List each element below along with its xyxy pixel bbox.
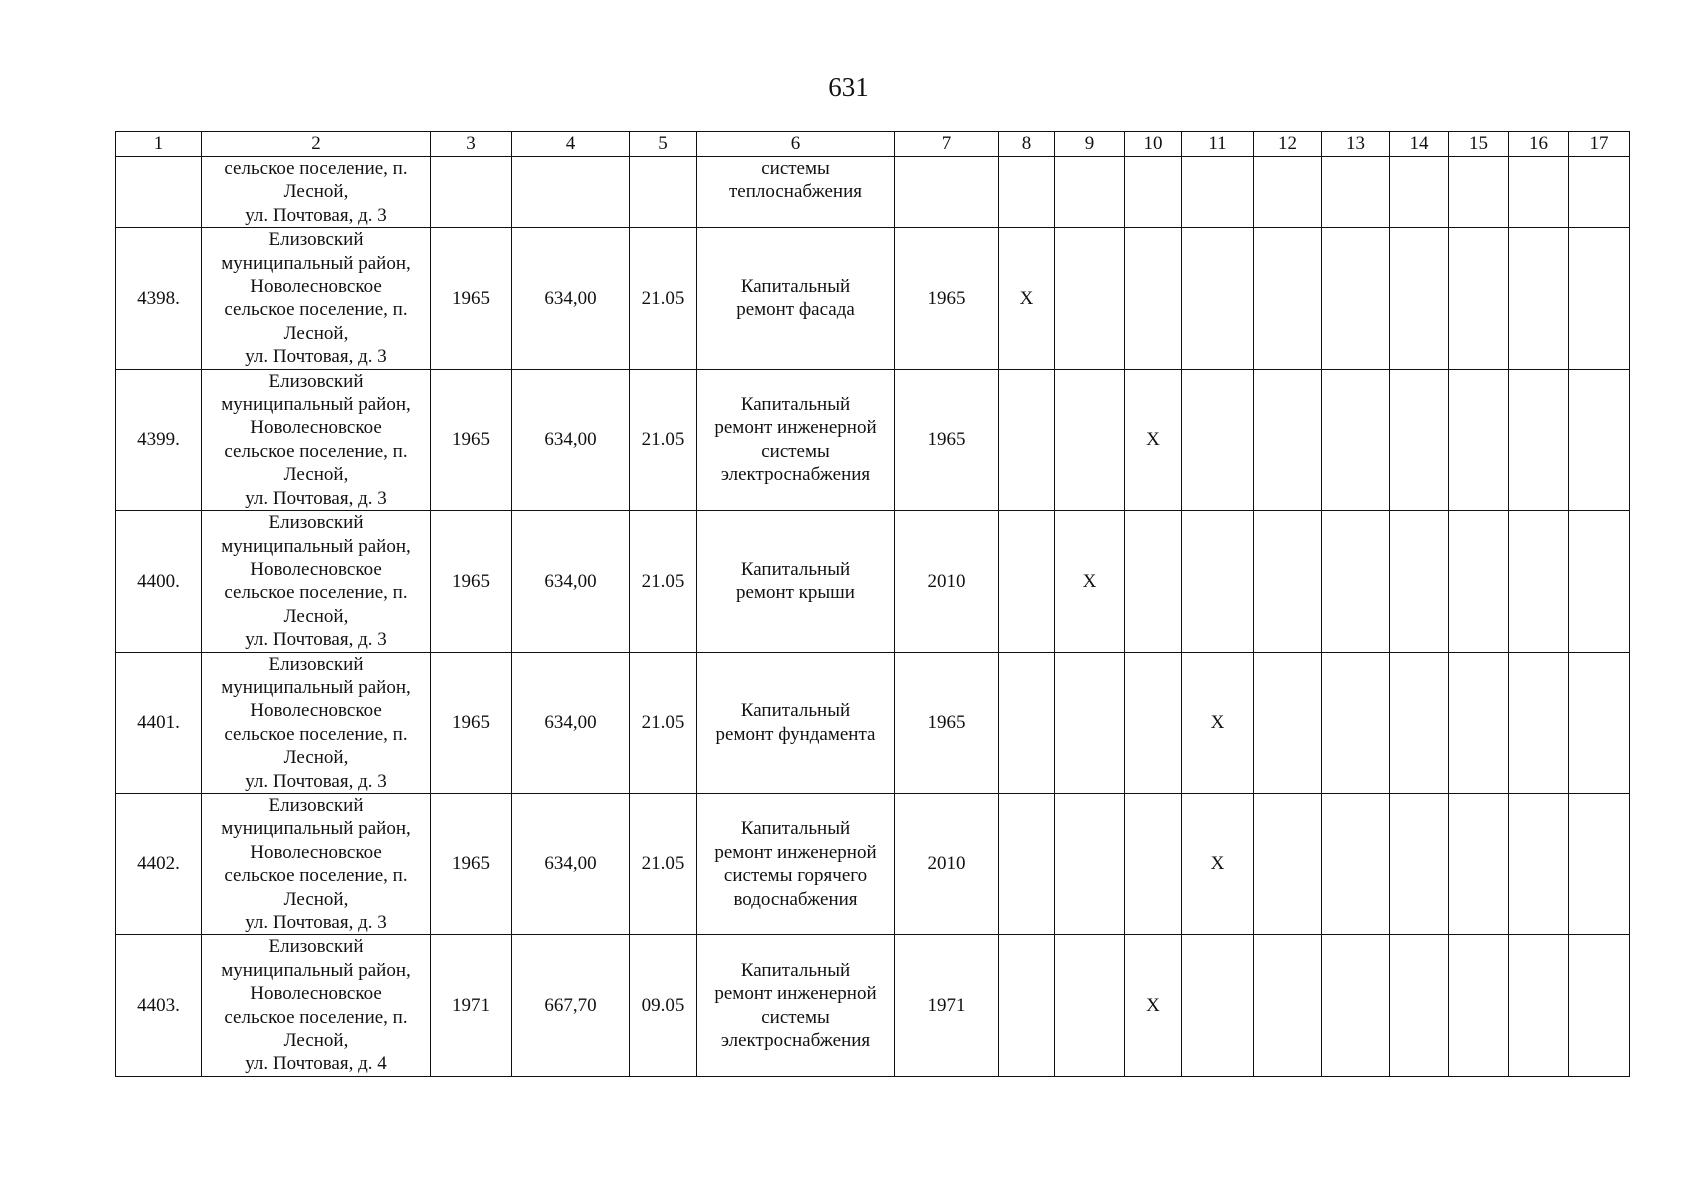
cell-work-type: Капитальный ремонт инженерной системы горячего водоснабжения [697,793,895,934]
cell-mark-col-8 [999,793,1055,934]
cell-year-built: 1965 [431,652,512,793]
table-body [116,157,1630,1077]
cell-mark-col-10 [1125,793,1182,934]
cell-mark-col-17 [1569,369,1630,510]
cell-year-built: 1965 [431,793,512,934]
cell-row-number: 4398. [116,228,202,369]
cell-empty [1254,157,1322,228]
table-row-continuation [116,157,1630,228]
cell-mark-col-17 [1569,652,1630,793]
cell-mark-col-10 [1125,652,1182,793]
cell-year-repair: 1965 [895,369,999,510]
column-header: 9 [1055,132,1125,157]
column-header: 14 [1390,132,1449,157]
cell-mark-col-14 [1390,652,1449,793]
cell-work-type: Капитальный ремонт фундамента [697,652,895,793]
cell-work-type: Капитальный ремонт инженерной системы электроснабжения [697,935,895,1076]
cell-mark-col-13 [1322,935,1390,1076]
cell-code: 21.05 [630,511,697,652]
column-header: 10 [1125,132,1182,157]
cell-mark-col-12 [1254,652,1322,793]
cell-mark-col-14 [1390,511,1449,652]
column-header: 1 [116,132,202,157]
cell-mark-col-9 [1055,228,1125,369]
table-row [116,935,1630,1076]
cell-row-number: 4401. [116,652,202,793]
cell-year-repair: 1965 [895,228,999,369]
cell-mark-col-10 [1125,511,1182,652]
cell-work-type: Капитальный ремонт фасада [697,228,895,369]
cell-empty [116,157,202,228]
cell-code: 21.05 [630,228,697,369]
column-header: 7 [895,132,999,157]
cell-area: 634,00 [512,511,630,652]
cell-empty [431,157,512,228]
cell-empty [1055,157,1125,228]
cell-mark-col-8 [999,652,1055,793]
column-header: 12 [1254,132,1322,157]
cell-year-repair: 2010 [895,511,999,652]
cell-mark-col-12 [1254,935,1322,1076]
column-header: 11 [1182,132,1254,157]
column-header: 13 [1322,132,1390,157]
cell-mark-col-13 [1322,369,1390,510]
cell-empty [1390,157,1449,228]
column-number-row [116,132,1630,157]
cell-area: 634,00 [512,793,630,934]
cell-mark-col-8 [999,511,1055,652]
cell-mark-col-14 [1390,228,1449,369]
cell-mark-col-9 [1055,935,1125,1076]
cell-empty [999,157,1055,228]
cell-mark-col-8 [999,935,1055,1076]
cell-mark-col-13 [1322,511,1390,652]
cell-mark-col-11 [1182,228,1254,369]
cell-address: Елизовский муниципальный район, Новолесновское сельское поселение, п. Лесной, ул. Почтовая, д. 3 [202,228,431,369]
cell-area: 667,70 [512,935,630,1076]
repair-registry-table [115,131,1630,1077]
cell-mark-col-16 [1509,935,1569,1076]
cell-empty [1509,157,1569,228]
cell-mark-col-12 [1254,369,1322,510]
cell-empty [1125,157,1182,228]
column-header: 3 [431,132,512,157]
column-header: 17 [1569,132,1630,157]
cell-empty [1449,157,1509,228]
cell-mark-col-17 [1569,228,1630,369]
page-number: 631 [828,72,869,102]
cell-mark-col-10 [1125,228,1182,369]
cell-mark-col-16 [1509,511,1569,652]
table-row [116,652,1630,793]
cell-mark-col-15 [1449,369,1509,510]
cell-mark-col-14 [1390,793,1449,934]
cell-mark-col-15 [1449,511,1509,652]
cell-mark-col-16 [1509,793,1569,934]
table-row [116,369,1630,510]
cell-work-type: Капитальный ремонт инженерной системы электроснабжения [697,369,895,510]
cell-mark-col-16 [1509,652,1569,793]
cell-code: 21.05 [630,793,697,934]
cell-year-built: 1965 [431,228,512,369]
cell-year-repair: 1971 [895,935,999,1076]
cell-area: 634,00 [512,228,630,369]
cell-mark-col-14 [1390,369,1449,510]
cell-mark-col-11: X [1182,793,1254,934]
column-header: 2 [202,132,431,157]
column-header: 5 [630,132,697,157]
table-row [116,228,1630,369]
cell-mark-col-10: X [1125,369,1182,510]
column-header: 8 [999,132,1055,157]
cell-mark-col-17 [1569,793,1630,934]
cell-code: 21.05 [630,652,697,793]
column-header: 4 [512,132,630,157]
cell-mark-col-11: X [1182,652,1254,793]
cell-mark-col-11 [1182,511,1254,652]
cell-empty [1182,157,1254,228]
cell-row-number: 4399. [116,369,202,510]
cell-year-built: 1971 [431,935,512,1076]
cell-mark-col-10: X [1125,935,1182,1076]
cell-mark-col-8 [999,369,1055,510]
cell-address: Елизовский муниципальный район, Новолесновское сельское поселение, п. Лесной, ул. Почтовая, д. 3 [202,652,431,793]
cell-mark-col-11 [1182,369,1254,510]
cell-area: 634,00 [512,652,630,793]
cell-mark-col-14 [1390,935,1449,1076]
cell-mark-col-13 [1322,228,1390,369]
cell-empty [895,157,999,228]
cell-mark-col-9: X [1055,511,1125,652]
cell-mark-col-16 [1509,369,1569,510]
column-header: 15 [1449,132,1509,157]
cell-address: Елизовский муниципальный район, Новолесновское сельское поселение, п. Лесной, ул. Почтовая, д. 4 [202,935,431,1076]
cell-mark-col-9 [1055,369,1125,510]
cell-address: Елизовский муниципальный район, Новолесновское сельское поселение, п. Лесной, ул. Почтовая, д. 3 [202,511,431,652]
cell-year-repair: 2010 [895,793,999,934]
cell-address: Елизовский муниципальный район, Новолесновское сельское поселение, п. Лесной, ул. Почтовая, д. 3 [202,369,431,510]
cell-empty [1569,157,1630,228]
cell-empty [512,157,630,228]
cell-row-number: 4400. [116,511,202,652]
cell-year-built: 1965 [431,369,512,510]
table-row [116,511,1630,652]
cell-address: Елизовский муниципальный район, Новолесновское сельское поселение, п. Лесной, ул. Почтовая, д. 3 [202,793,431,934]
cell-work-type: системы теплоснабжения [697,157,895,228]
cell-code: 21.05 [630,369,697,510]
column-header: 6 [697,132,895,157]
cell-year-built: 1965 [431,511,512,652]
cell-year-repair: 1965 [895,652,999,793]
cell-mark-col-11 [1182,935,1254,1076]
cell-mark-col-9 [1055,793,1125,934]
cell-mark-col-16 [1509,228,1569,369]
cell-work-type: Капитальный ремонт крыши [697,511,895,652]
table-row [116,793,1630,934]
cell-mark-col-15 [1449,652,1509,793]
cell-mark-col-13 [1322,652,1390,793]
cell-mark-col-12 [1254,228,1322,369]
cell-area: 634,00 [512,369,630,510]
cell-code: 09.05 [630,935,697,1076]
cell-mark-col-17 [1569,511,1630,652]
cell-mark-col-12 [1254,793,1322,934]
cell-address: сельское поселение, п. Лесной, ул. Почтовая, д. 3 [202,157,431,228]
cell-empty [1322,157,1390,228]
cell-empty [630,157,697,228]
cell-row-number: 4403. [116,935,202,1076]
cell-row-number: 4402. [116,793,202,934]
cell-mark-col-9 [1055,652,1125,793]
cell-mark-col-15 [1449,228,1509,369]
cell-mark-col-13 [1322,793,1390,934]
cell-mark-col-12 [1254,511,1322,652]
cell-mark-col-8: X [999,228,1055,369]
cell-mark-col-15 [1449,935,1509,1076]
cell-mark-col-17 [1569,935,1630,1076]
column-header: 16 [1509,132,1569,157]
cell-mark-col-15 [1449,793,1509,934]
